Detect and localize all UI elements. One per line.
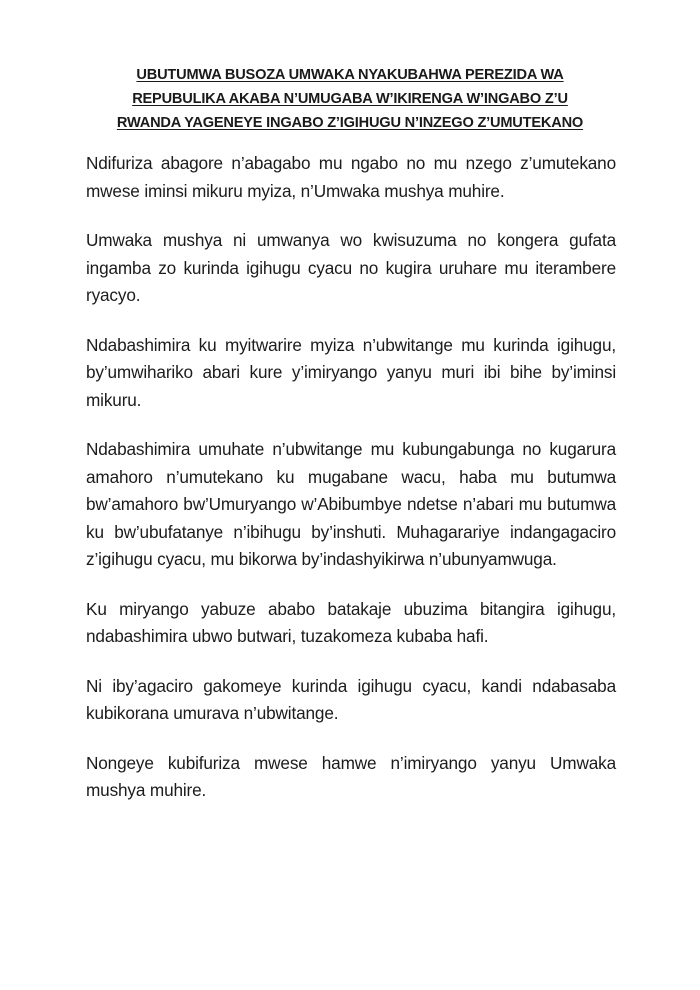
- paragraph-thanks-conduct: Ndabashimira ku myitwarire myiza n’ubwitange mu kurinda igihugu, by’umwihariko abari kure y’imiryango yanyu muri ibi bihe by’iminsi mikuru.: [86, 334, 616, 410]
- document-title: [60, 63, 640, 135]
- paragraph-families: Ku miryango yabuze ababo batakaje ubuzima bitangira igihugu, ndabashimira ubwo butwari, tuzakomeza kubaba hafi.: [86, 598, 616, 646]
- paragraph-duty: Ni iby’agaciro gakomeye kurinda igihugu cyacu, kandi ndabasaba kubikorana umurava n’ubwitange.: [86, 675, 616, 723]
- title-line-1: UBUTUMWA BUSOZA UMWAKA NYAKUBAHWA PEREZIDA WA: [136, 67, 564, 83]
- paragraph-greeting: Ndifuriza abagore n’abagabo mu ngabo no mu nzego z’umutekano mwese iminsi mikuru myiza, n’Umwaka mushya muhire.: [86, 153, 616, 201]
- paragraph-new-year: Umwaka mushya ni umwanya wo kwisuzuma no kongera gufata ingamba zo kurinda igihugu cyacu no kugira uruhare mu iterambere ryacyo.: [86, 230, 616, 305]
- document-body: [86, 150, 616, 827]
- title-line-3: RWANDA YAGENEYE INGABO Z’IGIHUGU N’INZEGO Z’UMUTEKANO: [116, 115, 584, 131]
- paragraph-closing: Nongeye kubifuriza mwese hamwe n’imiryango yanyu Umwaka mushya muhire.: [86, 752, 616, 800]
- paragraph-thanks-peacekeeping: Ndabashimira umuhate n’ubwitange mu kubungabunga no kugarura amahoro n’umutekano ku mugabane wacu, haba mu butumwa bw’amahoro bw’Umuryango w’Abibumbye ndetse n’abari mu butumwa ku bw’ubufatanye n’ibihugu by’inshuti. Muhagarariye indangagaciro z’igihugu cyacu, mu bikorwa by’indashyikirwa n’ubunyamwuga.: [86, 439, 616, 569]
- title-line-2: REPUBULIKA AKABA N’UMUGABA W’IKIRENGA W’INGABO Z’U: [132, 91, 568, 107]
